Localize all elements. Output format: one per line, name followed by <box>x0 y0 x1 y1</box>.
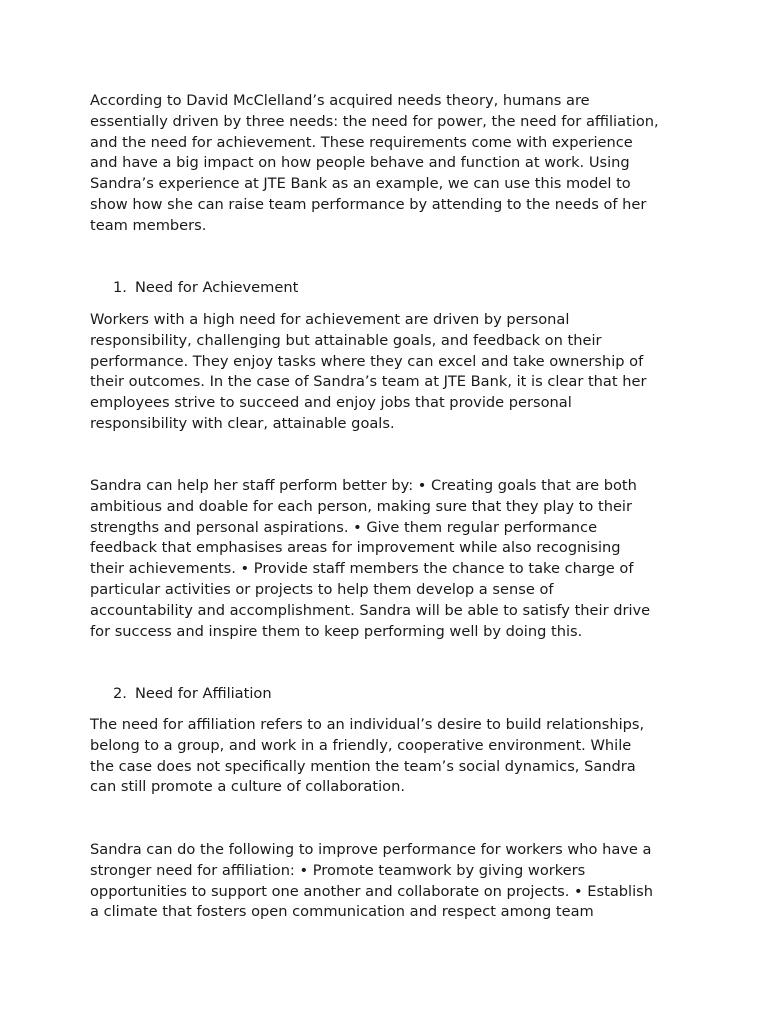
paragraph-intro <box>90 91 690 237</box>
text-line: and have a big impact on how people behave and function at work. Using <box>90 154 630 172</box>
text-line: team members. <box>90 216 207 234</box>
paragraph-affiliation-actions <box>90 840 690 923</box>
text-line: the case does not specifically mention the team’s social dynamics, Sandra <box>90 757 636 775</box>
section-heading-title: Need for Affiliation <box>135 685 272 702</box>
list-number: 2. <box>113 685 127 702</box>
text-line: their achievements. • Provide staff members the chance to take charge of <box>90 560 634 578</box>
text-line: and the need for achievement. These requirements come with experience <box>90 133 633 151</box>
text-line: employees strive to succeed and enjoy jobs that provide personal <box>90 394 572 412</box>
paragraph-achievement-description <box>90 310 690 435</box>
section-heading-achievement <box>113 278 298 299</box>
text-line: Sandra can do the following to improve performance for workers who have a <box>90 841 652 858</box>
section-heading-title: Need for Achievement <box>135 279 299 296</box>
text-line: performance. They enjoy tasks where they can excel and take ownership of <box>90 352 644 370</box>
text-line: The need for affiliation refers to an individual’s desire to build relationships, <box>90 716 645 733</box>
text-line: particular activities or projects to help them develop a sense of <box>90 580 554 598</box>
text-line: Workers with a high need for achievement are driven by personal <box>90 311 570 328</box>
text-line: for success and inspire them to keep performing well by doing this. <box>90 622 583 640</box>
text-line: show how she can raise team performance by attending to the needs of her <box>90 195 647 213</box>
text-line: Sandra’s experience at JTE Bank as an example, we can use this model to <box>90 175 631 193</box>
text-line: According to David McClelland’s acquired needs theory, humans are <box>90 92 590 109</box>
text-line: responsibility with clear, attainable goals. <box>90 414 395 432</box>
text-line: a climate that fosters open communication and respect among team <box>90 903 594 921</box>
text-line: can still promote a culture of collaboration. <box>90 778 405 796</box>
text-line: strengths and personal aspirations. • Give them regular performance <box>90 518 598 536</box>
text-line: Sandra can help her staff perform better by: • Creating goals that are both <box>90 477 637 494</box>
section-heading-affiliation <box>113 684 272 705</box>
text-line: their outcomes. In the case of Sandra’s team at JTE Bank, it is clear that her <box>90 373 647 391</box>
text-line: essentially driven by three needs: the need for power, the need for affiliation, <box>90 112 659 130</box>
list-number: 1. <box>113 279 127 296</box>
text-line: responsibility, challenging but attainable goals, and feedback on their <box>90 331 602 349</box>
text-line: ambitious and doable for each person, making sure that they play to their <box>90 497 632 515</box>
text-line: opportunities to support one another and collaborate on projects. • Establish <box>90 882 654 900</box>
text-line: feedback that emphasises areas for improvement while also recognising <box>90 539 621 557</box>
paragraph-affiliation-description <box>90 715 690 798</box>
text-line: accountability and accomplishment. Sandra will be able to satisfy their drive <box>90 601 651 619</box>
paragraph-achievement-actions <box>90 476 690 642</box>
text-line: belong to a group, and work in a friendly, cooperative environment. While <box>90 736 632 754</box>
text-line: stronger need for affiliation: • Promote teamwork by giving workers <box>90 861 586 879</box>
